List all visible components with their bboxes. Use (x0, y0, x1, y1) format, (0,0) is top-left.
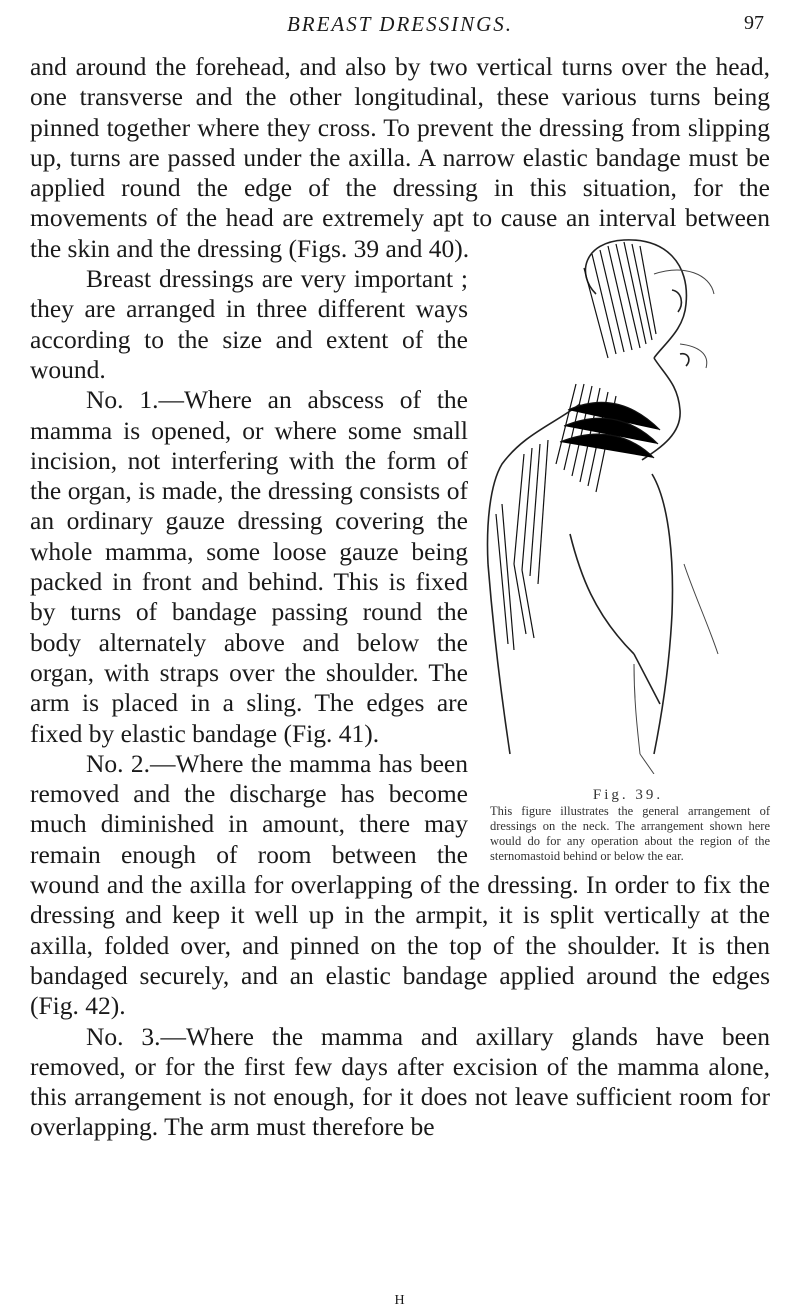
paragraph-intro: and around the forehead, and also by two vertical turns over the head, one transverse and the other longitudinal, these various turns being pinned together where they cross. To prevent the dressing from slipping up, turns are passed under the axilla. A narrow elastic bandage must be applied round the edge of the dressing in this situation, for the movements of the head are extremely apt to cause an interval between the skin and the dressing (Figs. 39 and 40). (30, 52, 770, 263)
running-title: BREAST DRESSINGS. (286, 12, 514, 36)
paragraph-no-2: No. 2.—Where the mamma has been removed and the discharge has become much diminished in amount, there may remain enough of room between the wound and the axilla for overlapping of the dressing. In order to fix the dressing and keep it well up in the armpit, it is split vertically at the axilla, folded over, and pinned on the top of the shoulder. It is then bandaged securely, and an elastic bandage applied around the edges (Fig. 42). (30, 748, 770, 1021)
page-header (0, 12, 800, 42)
signature-mark: H (394, 1293, 406, 1308)
figure-caption: This figure illustrates the general arrangement of dressings on the neck. The arrangement shown here would do for any operation about the region of the sternomastoid behind or below the ear. (490, 804, 770, 864)
figure-39 (482, 234, 774, 864)
body-text (30, 52, 770, 1143)
figure-label: Fig. 39. (592, 787, 664, 804)
paragraph-no-1: No. 1.—Where an abscess of the mamma is opened, or where some small incision, not interfering with the form of the organ, is made, the dressing consists of an ordinary gauze dressing covering the whole mamma, some loose gauze being packed in front and behind. This is fixed by turns of bandage passing round the body alternately above and below the organ, with straps over the shoulder. The arm is placed in a sling. The edges are fixed by elastic bandage (Fig. 41). (30, 385, 468, 748)
paragraph-breast-dressings: Breast dressings are very important ; they are arranged in three different ways according to the size and extent of the wound. (30, 264, 468, 384)
neck-dressing-illustration (484, 234, 720, 774)
paragraph-no-3: No. 3.—Where the mamma and axillary glands have been removed, or for the first few days after excision of the mamma alone, this arrangement is not enough, for it does not leave sufficient room for overlapping. The arm must therefore be (30, 1021, 770, 1142)
page-number: 97 (744, 12, 764, 34)
